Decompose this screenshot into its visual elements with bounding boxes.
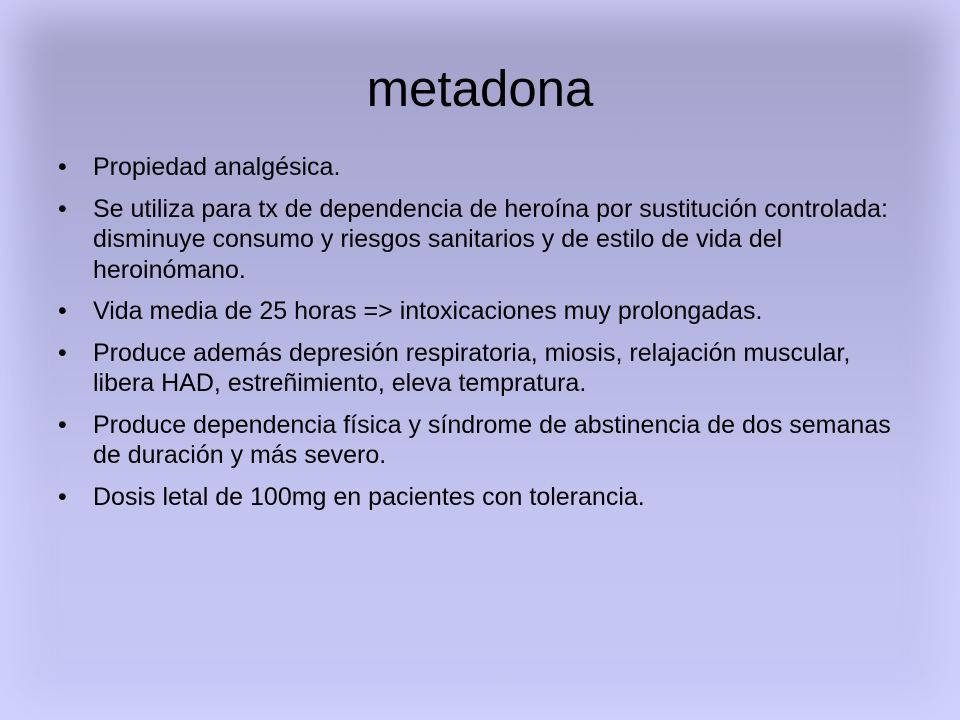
bullet-list <box>58 152 918 523</box>
bullet-text: Produce además depresión respiratoria, miosis, relajación muscular, libera HAD, estreñimiento, eleva tempratura. <box>93 338 851 397</box>
bullet-text: Se utiliza para tx de dependencia de heroína por sustitución controlada: disminuye consumo y riesgos sanitarios y de estilo de vida del heroinómano. <box>93 194 888 284</box>
bullet-item <box>58 152 918 183</box>
bullet-icon: • <box>58 482 67 511</box>
bullet-text: Vida media de 25 horas => intoxicaciones muy prolongadas. <box>93 297 763 325</box>
bullet-text: Propiedad analgésica. <box>93 153 341 181</box>
bullet-item <box>58 338 918 399</box>
bullet-text: Produce dependencia física y síndrome de abstinencia de dos semanas de duración y más severo. <box>93 410 891 469</box>
bullet-item <box>58 410 918 471</box>
bullet-icon: • <box>58 297 67 325</box>
bullet-text: Dosis letal de 100mg en pacientes con tolerancia. <box>93 482 645 511</box>
bullet-icon: • <box>58 153 67 181</box>
bullet-item <box>58 296 918 327</box>
bullet-item <box>58 482 918 513</box>
bullet-icon: • <box>58 338 67 367</box>
bullet-icon: • <box>58 194 67 223</box>
bullet-item <box>58 194 918 286</box>
slide-title: metadona <box>366 60 594 117</box>
bullet-icon: • <box>58 410 67 439</box>
